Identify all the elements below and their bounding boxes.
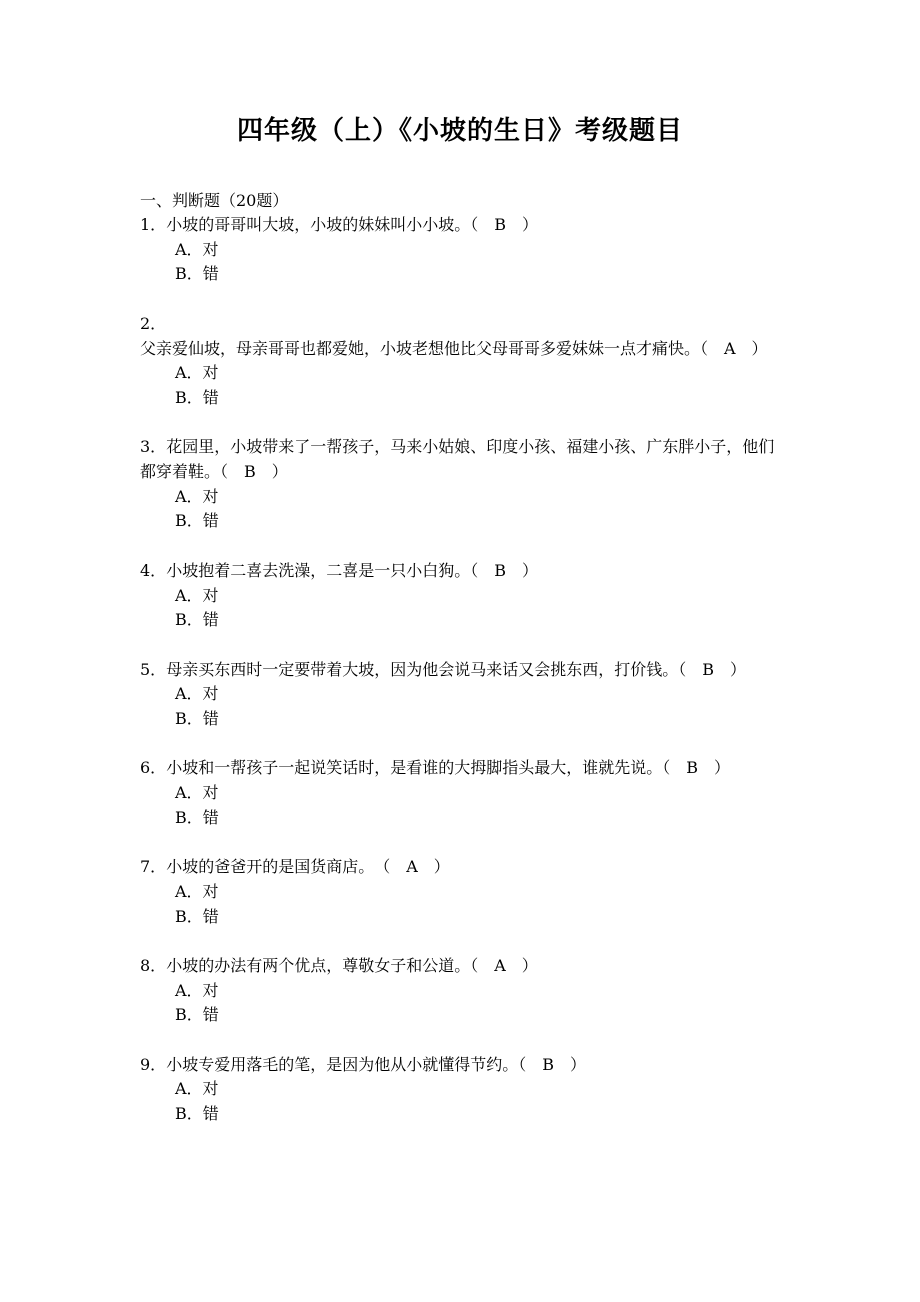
option-b: B．错 — [175, 264, 219, 284]
option-b: B．错 — [175, 1005, 219, 1025]
question-1 — [140, 213, 790, 287]
question-stem — [140, 658, 790, 683]
option-a: A．对 — [175, 783, 219, 803]
option-a: A．对 — [175, 684, 219, 704]
question-stem — [140, 756, 790, 781]
question-number: 9． — [140, 1054, 167, 1074]
option-b: B．错 — [175, 807, 219, 827]
question-stem — [140, 435, 790, 484]
question-stem — [140, 855, 790, 880]
question-5 — [140, 658, 790, 732]
question-3 — [140, 435, 790, 534]
question-number: 8． — [140, 955, 167, 975]
question-6 — [140, 756, 790, 830]
document-title: 四年级（上）《小坡的生日》考级题目 — [236, 116, 683, 146]
question-text: 小坡的爸爸开的是国货商店。 （ A ） — [166, 857, 450, 877]
question-4 — [140, 559, 790, 633]
question-text: 小坡和一帮孩子一起说笑话时，是看谁的大拇脚指头最大，谁就先说。（ B ） — [166, 758, 730, 778]
option-b: B．错 — [175, 709, 219, 728]
question-list — [140, 213, 790, 1152]
option-b: B．错 — [175, 387, 219, 407]
option-a: A．对 — [175, 486, 219, 506]
question-text: 父亲爱仙坡，母亲哥哥也都爱她，小坡老想他比父母哥哥多爱妹妹一点才痛快。（ A ） — [140, 338, 768, 358]
question-stem — [140, 312, 790, 361]
option-a: A．对 — [175, 881, 219, 901]
question-stem — [140, 1053, 790, 1078]
question-number: 7． — [140, 857, 167, 877]
question-number: 3． — [140, 437, 167, 457]
option-a: A．对 — [175, 363, 219, 383]
question-7 — [140, 855, 790, 929]
section-heading: 一、判断题（20题） — [140, 191, 289, 210]
option-b: B．错 — [175, 511, 219, 531]
option-b: B．错 — [175, 610, 219, 630]
question-text: 花园里，小坡带来了一帮孩子，马来小姑娘、印度小孩、福建小孩、广东胖小子，他们都穿着鞋。（ B ） — [140, 437, 775, 481]
question-text: 小坡抱着二喜去洗澡，二喜是一只小白狗。（ B ） — [166, 560, 538, 580]
question-9 — [140, 1053, 790, 1127]
question-text: 小坡的办法有两个优点，尊敬女子和公道。（ A ） — [166, 955, 538, 975]
option-a: A．对 — [175, 980, 219, 1000]
question-number: 1． — [140, 215, 167, 234]
question-2 — [140, 312, 790, 411]
option-a: A．对 — [175, 1079, 219, 1099]
question-8 — [140, 954, 790, 1028]
question-stem — [140, 954, 790, 979]
option-b: B．错 — [175, 1104, 219, 1124]
question-number: 2． — [140, 313, 167, 333]
question-text: 小坡专爱用落毛的笔，是因为他从小就懂得节约。（ B ） — [166, 1054, 586, 1074]
option-a: A．对 — [175, 239, 219, 259]
option-a: A．对 — [175, 585, 219, 605]
question-number: 6． — [140, 758, 167, 778]
question-stem — [140, 559, 790, 584]
option-b: B．错 — [175, 906, 219, 926]
question-number: 4． — [140, 560, 167, 580]
question-stem — [140, 213, 790, 238]
question-text: 小坡的哥哥叫大坡，小坡的妹妹叫小小坡。（ B ） — [166, 215, 538, 234]
question-number: 5． — [140, 659, 167, 679]
question-text: 母亲买东西时一定要带着大坡，因为他会说马来话又会挑东西，打价钱。（ B ） — [166, 659, 746, 679]
